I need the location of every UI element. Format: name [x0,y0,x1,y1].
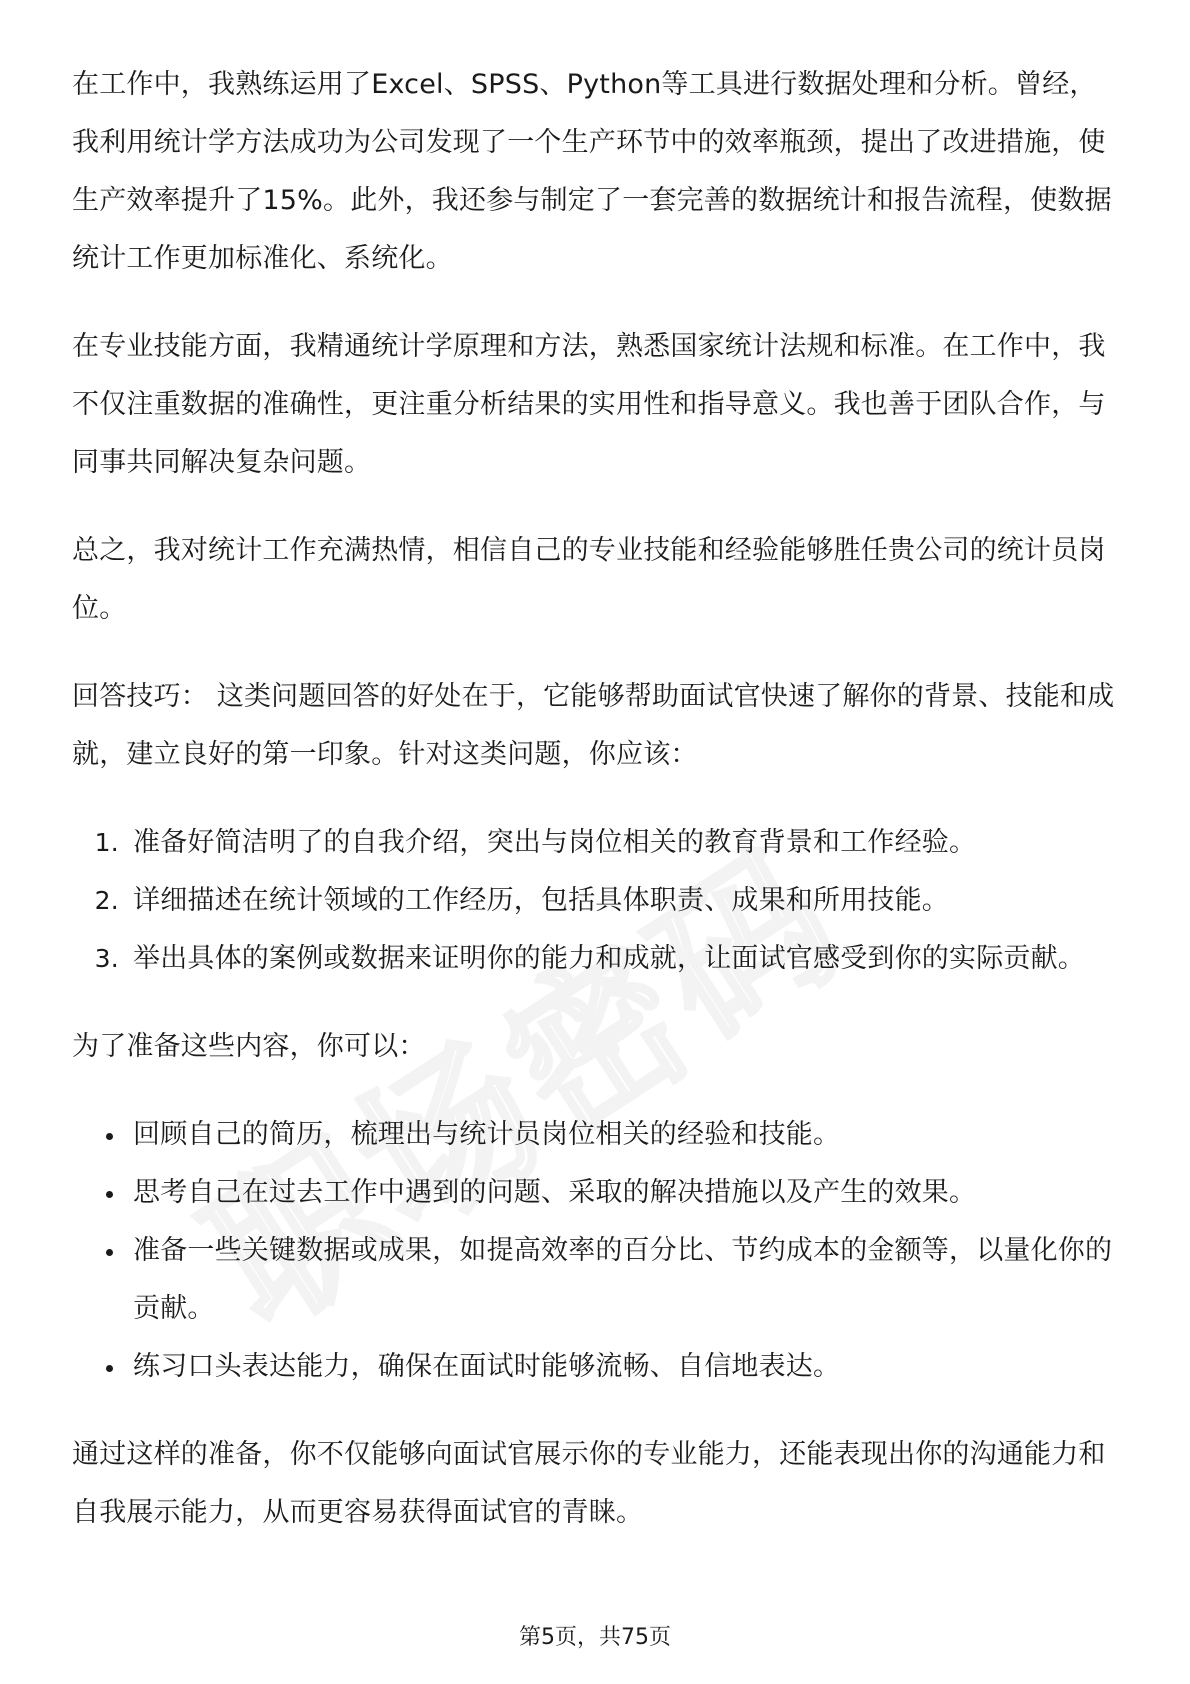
paragraph-preparation: 为了准备这些内容，你可以： [72,1031,426,1062]
tips-ordered-list [72,814,1122,988]
paragraph-summary: 总之，我对统计工作充满热情，相信自己的专业技能和经验能够胜任贵公司的统计员岗位。 [72,535,1106,624]
list-item: 2. 详细描述在统计领域的工作经历，包括具体职责、成果和所用技能。 [127,872,1122,930]
list-item: • 回顾自己的简历，梳理出与统计员岗位相关的经验和技能。 [127,1106,1122,1164]
paragraph-work-experience: 在工作中，我熟练运用了Excel、SPSS、Python等工具进行数据处理和分析。曾经，我利用统计学方法成功为公司发现了一个生产环节中的效率瓶颈，提出了改进措施，使生产效率提升了15%。此外，我还参与制定了一套完善的数据统计和报告流程，使数据统计工作更加标准化、系统化。 [72,69,1112,274]
preparation-bullet-list [72,1106,1122,1396]
list-item: • 准备一些关键数据或成果，如提高效率的百分比、节约成本的金额等，以量化你的贡献。 [127,1222,1122,1338]
list-item: 3. 举出具体的案例或数据来证明你的能力和成就，让面试官感受到你的实际贡献。 [127,930,1122,988]
list-item: • 练习口头表达能力，确保在面试时能够流畅、自信地表达。 [127,1338,1122,1396]
list-item: • 思考自己在过去工作中遇到的问题、采取的解决措施以及产生的效果。 [127,1164,1122,1222]
list-item: 1. 准备好简洁明了的自我介绍，突出与岗位相关的教育背景和工作经验。 [127,814,1122,872]
document-body [72,56,1122,1572]
paragraph-skills: 在专业技能方面，我精通统计学原理和方法，熟悉国家统计法规和标准。在工作中，我不仅注重数据的准确性，更注重分析结果的实用性和指导意义。我也善于团队合作，与同事共同解决复杂问题。 [72,331,1106,478]
page-number-footer: 第5页，共75页 [519,1625,671,1650]
paragraph-answer-tips: 回答技巧： 这类问题回答的好处在于，它能够帮助面试官快速了解你的背景、技能和成就，建立良好的第一印象。针对这类问题，你应该： [72,681,1115,770]
paragraph-conclusion: 通过这样的准备，你不仅能够向面试官展示你的专业能力，还能表现出你的沟通能力和自我展示能力，从而更容易获得面试官的青睐。 [72,1439,1106,1528]
